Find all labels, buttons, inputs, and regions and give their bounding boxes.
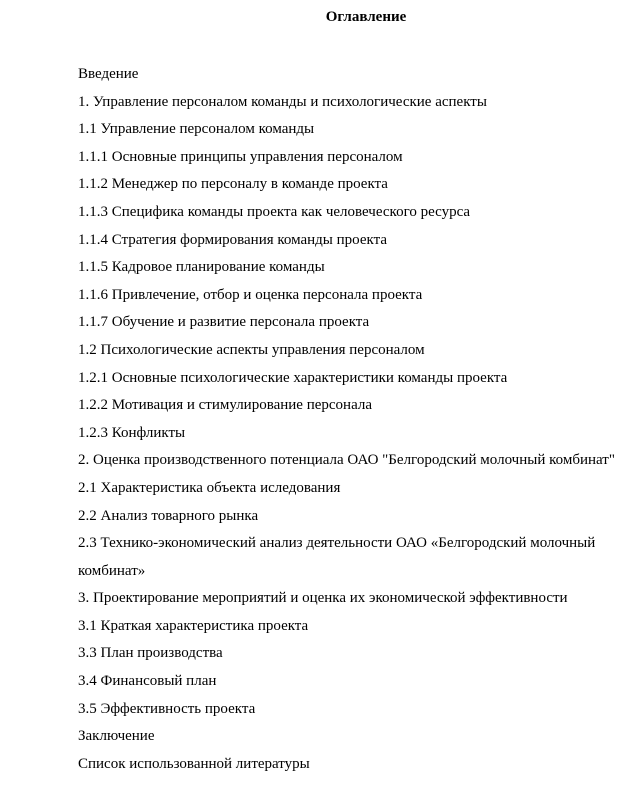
toc-entry: 1.1.7 Обучение и развитие персонала проекта [78, 314, 370, 331]
toc-entry: 1.1.5 Кадровое планирование команды [78, 259, 325, 276]
toc-entry: 1.2.1 Основные психологические характеристики команды проекта [78, 369, 508, 386]
page-title: Оглавление [325, 9, 407, 25]
table-of-contents [78, 61, 618, 778]
toc-entry: 1.1 Управление персоналом команды [78, 121, 315, 138]
toc-entry: 2. Оценка производственного потенциала ОАО "Белгородский молочный комбинат" [78, 452, 615, 469]
toc-entry: Список использованной литературы [78, 755, 310, 772]
toc-entry: Введение [78, 66, 139, 82]
toc-entry: 3.1 Краткая характеристика проекта [78, 617, 309, 634]
toc-entry: 1.2 Психологические аспекты управления персоналом [78, 341, 425, 358]
toc-entry: 1.1.1 Основные принципы управления персоналом [78, 148, 403, 165]
toc-entry: 2.1 Характеристика объекта иследования [78, 479, 341, 496]
toc-entry: 1.1.2 Менеджер по персоналу в команде проекта [78, 176, 388, 193]
toc-entry: Заключение [78, 728, 155, 745]
toc-entry: 1.1.6 Привлечение, отбор и оценка персонала проекта [78, 286, 423, 303]
toc-entry: 1.2.2 Мотивация и стимулирование персонала [78, 397, 373, 414]
toc-entry: 1.2.3 Конфликты [78, 424, 186, 441]
toc-entry: 2.3 Технико-экономический анализ деятельности ОАО «Белгородский молочный комбинат» [78, 535, 596, 579]
toc-entry: 1.1.3 Специфика команды проекта как человеческого ресурса [78, 203, 471, 220]
toc-entry: 3.3 План производства [78, 645, 223, 662]
toc-entry: 3.5 Эффективность проекта [78, 700, 256, 717]
toc-entry: 3. Проектирование мероприятий и оценка их экономической эффективности [78, 590, 568, 607]
toc-entry: 3.4 Финансовый план [78, 673, 217, 690]
toc-entry: 2.2 Анализ товарного рынка [78, 507, 259, 524]
toc-entry: 1. Управление персоналом команды и психологические аспекты [78, 93, 487, 110]
toc-entry: 1.1.4 Стратегия формирования команды проекта [78, 231, 387, 248]
